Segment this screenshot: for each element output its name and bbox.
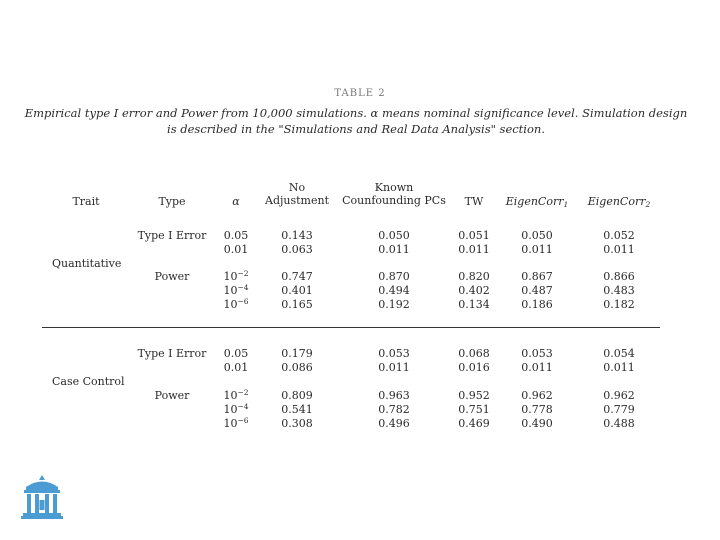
- header-eigencorr1: EigenCorr$_1$: [505, 195, 569, 209]
- header-alpha: α: [232, 195, 240, 208]
- type-label: Power: [154, 389, 190, 402]
- group-divider: [42, 327, 660, 328]
- type-label: Type I Error: [137, 229, 207, 242]
- table-caption: Empirical type I error and Power from 10,000 simulations. α means nominal significance level. Simulation design is described in the "Simulations and Real Data Analysis" section.: [24, 106, 688, 136]
- header-type: Type: [158, 195, 186, 208]
- header-no-adjustment: No Adjustment: [265, 181, 329, 207]
- trait-case-control: Case Control: [52, 375, 125, 388]
- trait-quantitative: Quantitative: [52, 257, 122, 270]
- table-label: TABLE 2: [334, 88, 386, 99]
- type-label: Power: [154, 270, 190, 283]
- old-well-icon: [20, 473, 64, 521]
- header-trait: Trait: [72, 195, 100, 208]
- type-label: Type I Error: [137, 347, 207, 360]
- header-tw: TW: [464, 195, 484, 208]
- header-known-pcs: Known Counfounding PCs: [342, 181, 446, 207]
- header-eigencorr2: EigenCorr$_2$: [587, 195, 651, 209]
